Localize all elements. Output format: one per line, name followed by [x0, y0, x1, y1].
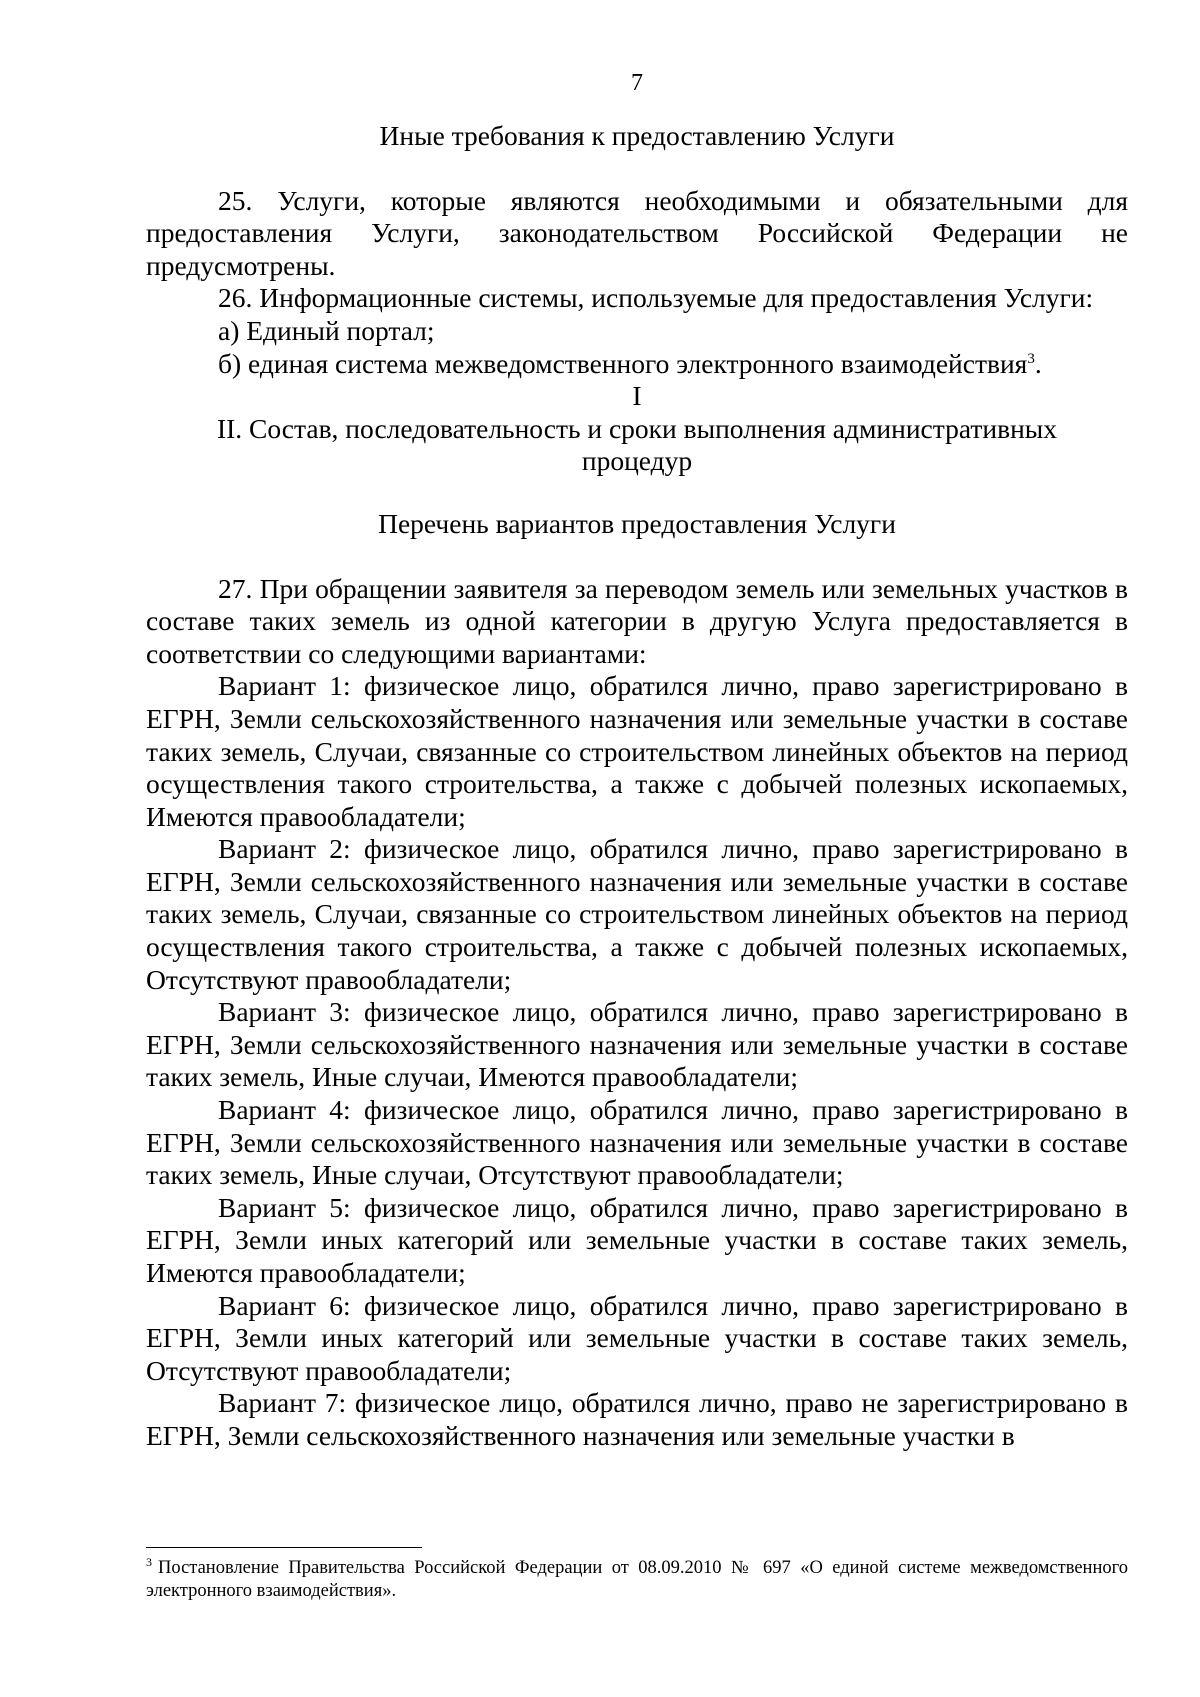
paragraph-25: 25. Услуги, которые являются необходимыми и обязательными для предоставления Услуги, законодательством Российской Федерации не предусмотрены.	[146, 184, 1128, 281]
variant-4: Вариант 4: физическое лицо, обратился лично, право зарегистрировано в ЕГРН, Земли сельскохозяйственного назначения или земельные участки в составе таких земель, Иные случаи, Отсутствуют правообладатели;	[146, 1094, 1128, 1191]
footnote-divider	[146, 1547, 422, 1548]
footnote	[146, 1554, 1128, 1603]
variant-5: Вариант 5: физическое лицо, обратился лично, право зарегистрировано в ЕГРН, Земли иных категорий или земельные участки в составе таких земель, Имеются правообладатели;	[146, 1191, 1128, 1288]
footnote-mark: 3	[146, 1554, 152, 1569]
stray-numeral: I	[632, 380, 642, 412]
variant-2: Вариант 2: физическое лицо, обратился лично, право зарегистрировано в ЕГРН, Земли сельскохозяйственного назначения или земельные участки в составе таких земель, Случаи, связанные со строительством линейных объектов на период осуществления такого строительства, а также с добычей полезных ископаемых, Отсутствуют правообладатели;	[146, 833, 1128, 995]
footnote-text: Постановление Правительства Российской Федерации от 08.09.2010 № 697 «О единой системе межведомственного электронного взаимодействия».	[146, 1558, 1128, 1601]
paragraph-26b	[146, 348, 1128, 381]
paragraph-26b-end: .	[1034, 347, 1042, 379]
variant-7: Вариант 7: физическое лицо, обратился лично, право не зарегистрировано в ЕГРН, Земли сельскохозяйственного назначения или земельные участки в	[146, 1387, 1128, 1451]
variants-heading: Перечень вариантов предоставления Услуги	[378, 507, 896, 539]
chapter-heading-line2: процедур	[581, 445, 693, 477]
chapter-heading-line1: II. Состав, последовательность и сроки выполнения административных	[216, 412, 1058, 444]
variant-3: Вариант 3: физическое лицо, обратился лично, право зарегистрировано в ЕГРН, Земли сельскохозяйственного назначения или земельные участки в составе таких земель, Иные случаи, Имеются правообладатели;	[146, 996, 1128, 1093]
footnote-ref: 3	[1027, 350, 1035, 367]
page-number: 7	[631, 70, 643, 96]
variant-1: Вариант 1: физическое лицо, обратился лично, право зарегистрировано в ЕГРН, Земли сельскохозяйственного назначения или земельные участки в составе таких земель, Случаи, связанные со строительством линейных объектов на период осуществления такого строительства, а также с добычей полезных ископаемых, Имеются правообладатели;	[146, 670, 1128, 832]
paragraph-26: 26. Информационные системы, используемые для предоставления Услуги:	[218, 282, 1094, 314]
paragraph-26a: а) Единый портал;	[218, 314, 435, 346]
other-requirements-heading: Иные требования к предоставлению Услуги	[379, 120, 895, 151]
paragraph-27: 27. При обращении заявителя за переводом земель или земельных участков в составе таких земель из одной категории в другую Услуга предоставляется в соответствии со следующими вариантами:	[146, 572, 1128, 669]
variant-6: Вариант 6: физическое лицо, обратился лично, право зарегистрировано в ЕГРН, Земли иных категорий или земельные участки в составе таких земель, Отсутствуют правообладатели;	[146, 1289, 1128, 1386]
page-content	[146, 68, 1128, 1453]
paragraph-26b-text: б) единая система межведомственного электронного взаимодействия	[218, 347, 1028, 379]
